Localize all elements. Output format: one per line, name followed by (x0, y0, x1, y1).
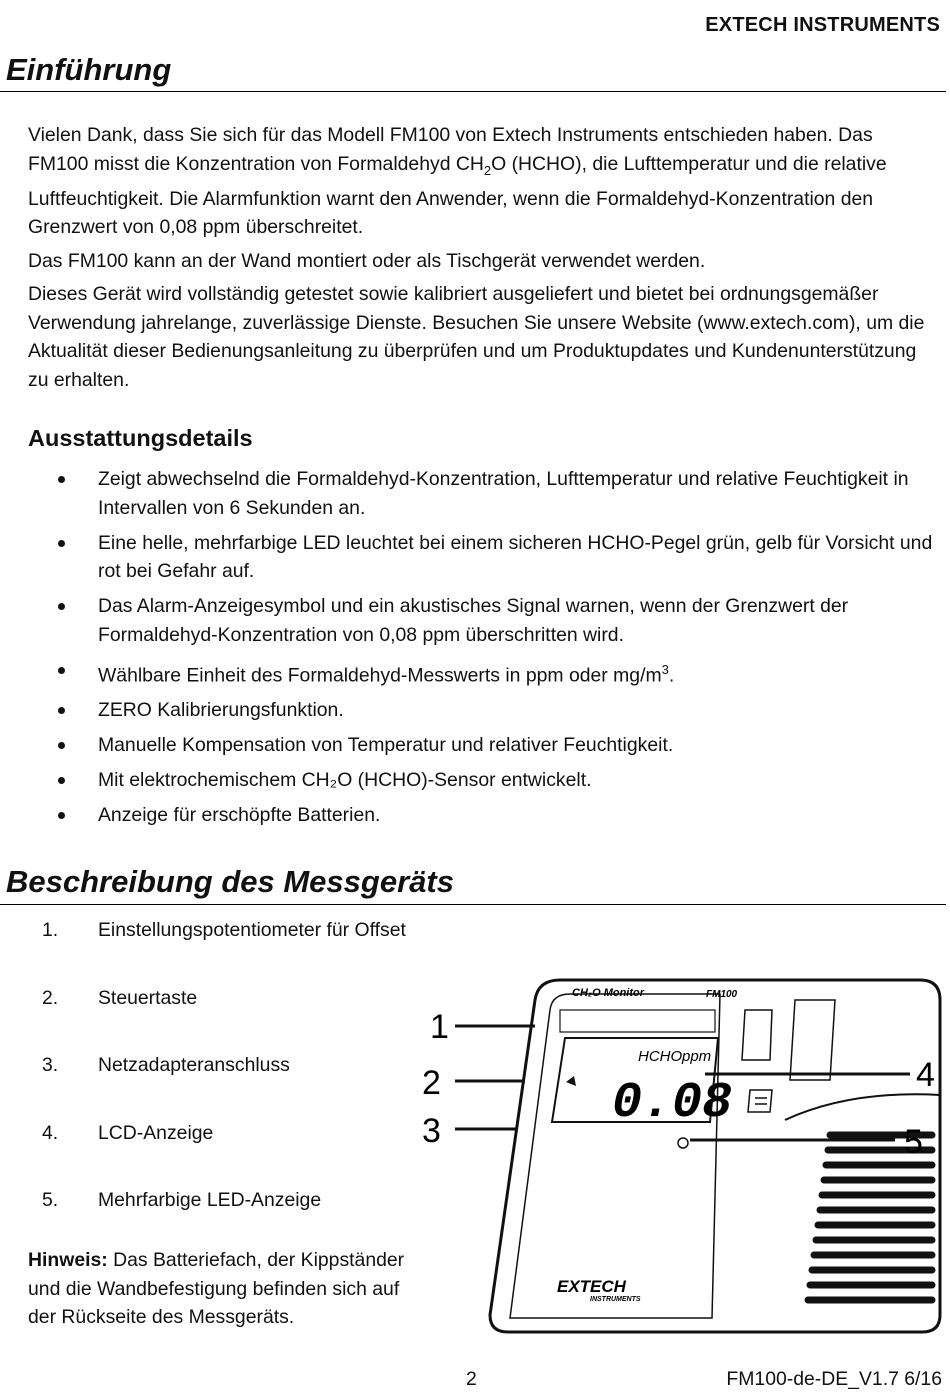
lcd-unit-hcho: HCHO (638, 1048, 683, 1065)
callout-4: 4 (916, 1056, 935, 1094)
led-indicator (678, 1138, 688, 1148)
intro-text (28, 121, 928, 399)
feature-list (0, 465, 940, 836)
section-title-intro: Einführung (6, 52, 172, 87)
list-item: Manuelle Kompensation von Temperatur und relativer Feuchtigkeit. (0, 731, 940, 760)
list-item: Eine helle, mehrfarbige LED leuchtet bei einem sicheren HCHO-Pegel grün, gelb für Vorsicht und rot bei Gefahr auf. (0, 529, 940, 586)
bullet-icon (58, 777, 65, 784)
device-brand-sub: INSTRUMENTS (590, 1296, 641, 1303)
section-rule (0, 91, 946, 92)
bullet-icon (58, 742, 65, 749)
callout-2: 2 (422, 1064, 441, 1102)
bullet-icon (58, 812, 65, 819)
list-item: Mit elektrochemischem CH₂O (HCHO)-Sensor entwickelt. (0, 766, 940, 795)
document-id: FM100-de-DE_V1.7 6/16 (726, 1368, 942, 1390)
lcd-unit-ppm: ppm (682, 1048, 712, 1065)
callout-5: 5 (904, 1123, 923, 1161)
lcd-display (552, 1038, 732, 1132)
list-item: Zeigt abwechselnd die Formaldehyd-Konzentration, Lufttemperatur und relative Feuchtigkeit in Intervallen von 6 Sekunden an. (0, 465, 940, 522)
bullet-icon (58, 476, 65, 483)
bullet-icon (58, 667, 65, 674)
device-model: FM100 (706, 989, 738, 1000)
section-rule (0, 904, 946, 905)
bullet-icon (58, 540, 65, 547)
intro-paragraph-1: Vielen Dank, dass Sie sich für das Modell FM100 von Extech Instruments entschieden haben. Das FM100 misst die Konzentration von Formaldehyd $CH_2O$ (HCHO), die Lufttemperatur und die relative Luftfeuchtigkeit. Die Alarmfunktion warnt den Anwender, wenn die Formaldehyd-Konzentration den Grenzwert von 0,08 ppm überschreitet. (28, 124, 887, 239)
note-text: Hinweis: Das Batteriefach, der Kippständer und die Wandbefestigung befinden sich auf der Rückseite des Messgeräts. (28, 1249, 405, 1328)
intro-paragraph-3: Dieses Gerät wird vollständig getestet sowie kalibriert ausgeliefert und bietet bei ordnungsgemäßer Verwendung jahrelange, zuverlässige Dienste. Besuchen Sie unsere Website (www.extech.com), um die Aktualität dieser Bedienungsanleitung zu überprüfen und um Produktupdates und Kundenunterstützung zu erhalten. (28, 283, 925, 391)
list-item: ZERO Kalibrierungsfunktion. (0, 696, 940, 725)
device-brand: EXTECH (557, 1277, 626, 1296)
section-title-description: Beschreibung des Messgeräts (6, 864, 454, 899)
intro-paragraph-2: Das FM100 kann an der Wand montiert oder als Tischgerät verwendet werden. (28, 249, 706, 272)
brand-header: EXTECH INSTRUMENTS (705, 14, 940, 36)
list-item: Wählbare Einheit des Formaldehyd-Messwerts in ppm oder $mg/m^3$. (0, 656, 940, 690)
section-title-features: Ausstattungsdetails (28, 425, 253, 451)
list-item: Das Alarm-Anzeigesymbol und ein akustisches Signal warnen, wenn der Grenzwert der Formaldehyd-Konzentration von 0,08 ppm überschritten wird. (0, 592, 940, 649)
device-illustration (400, 970, 948, 1340)
lcd-reading: 0.08 (612, 1075, 733, 1132)
device-label: CH₂O Monitor (572, 987, 645, 999)
bullet-icon (58, 603, 65, 610)
callout-1: 1 (430, 1008, 449, 1046)
list-item: Anzeige für erschöpfte Batterien. (0, 801, 940, 830)
callout-3: 3 (422, 1112, 441, 1150)
page-number: 2 (466, 1368, 477, 1390)
bullet-icon (58, 707, 65, 714)
